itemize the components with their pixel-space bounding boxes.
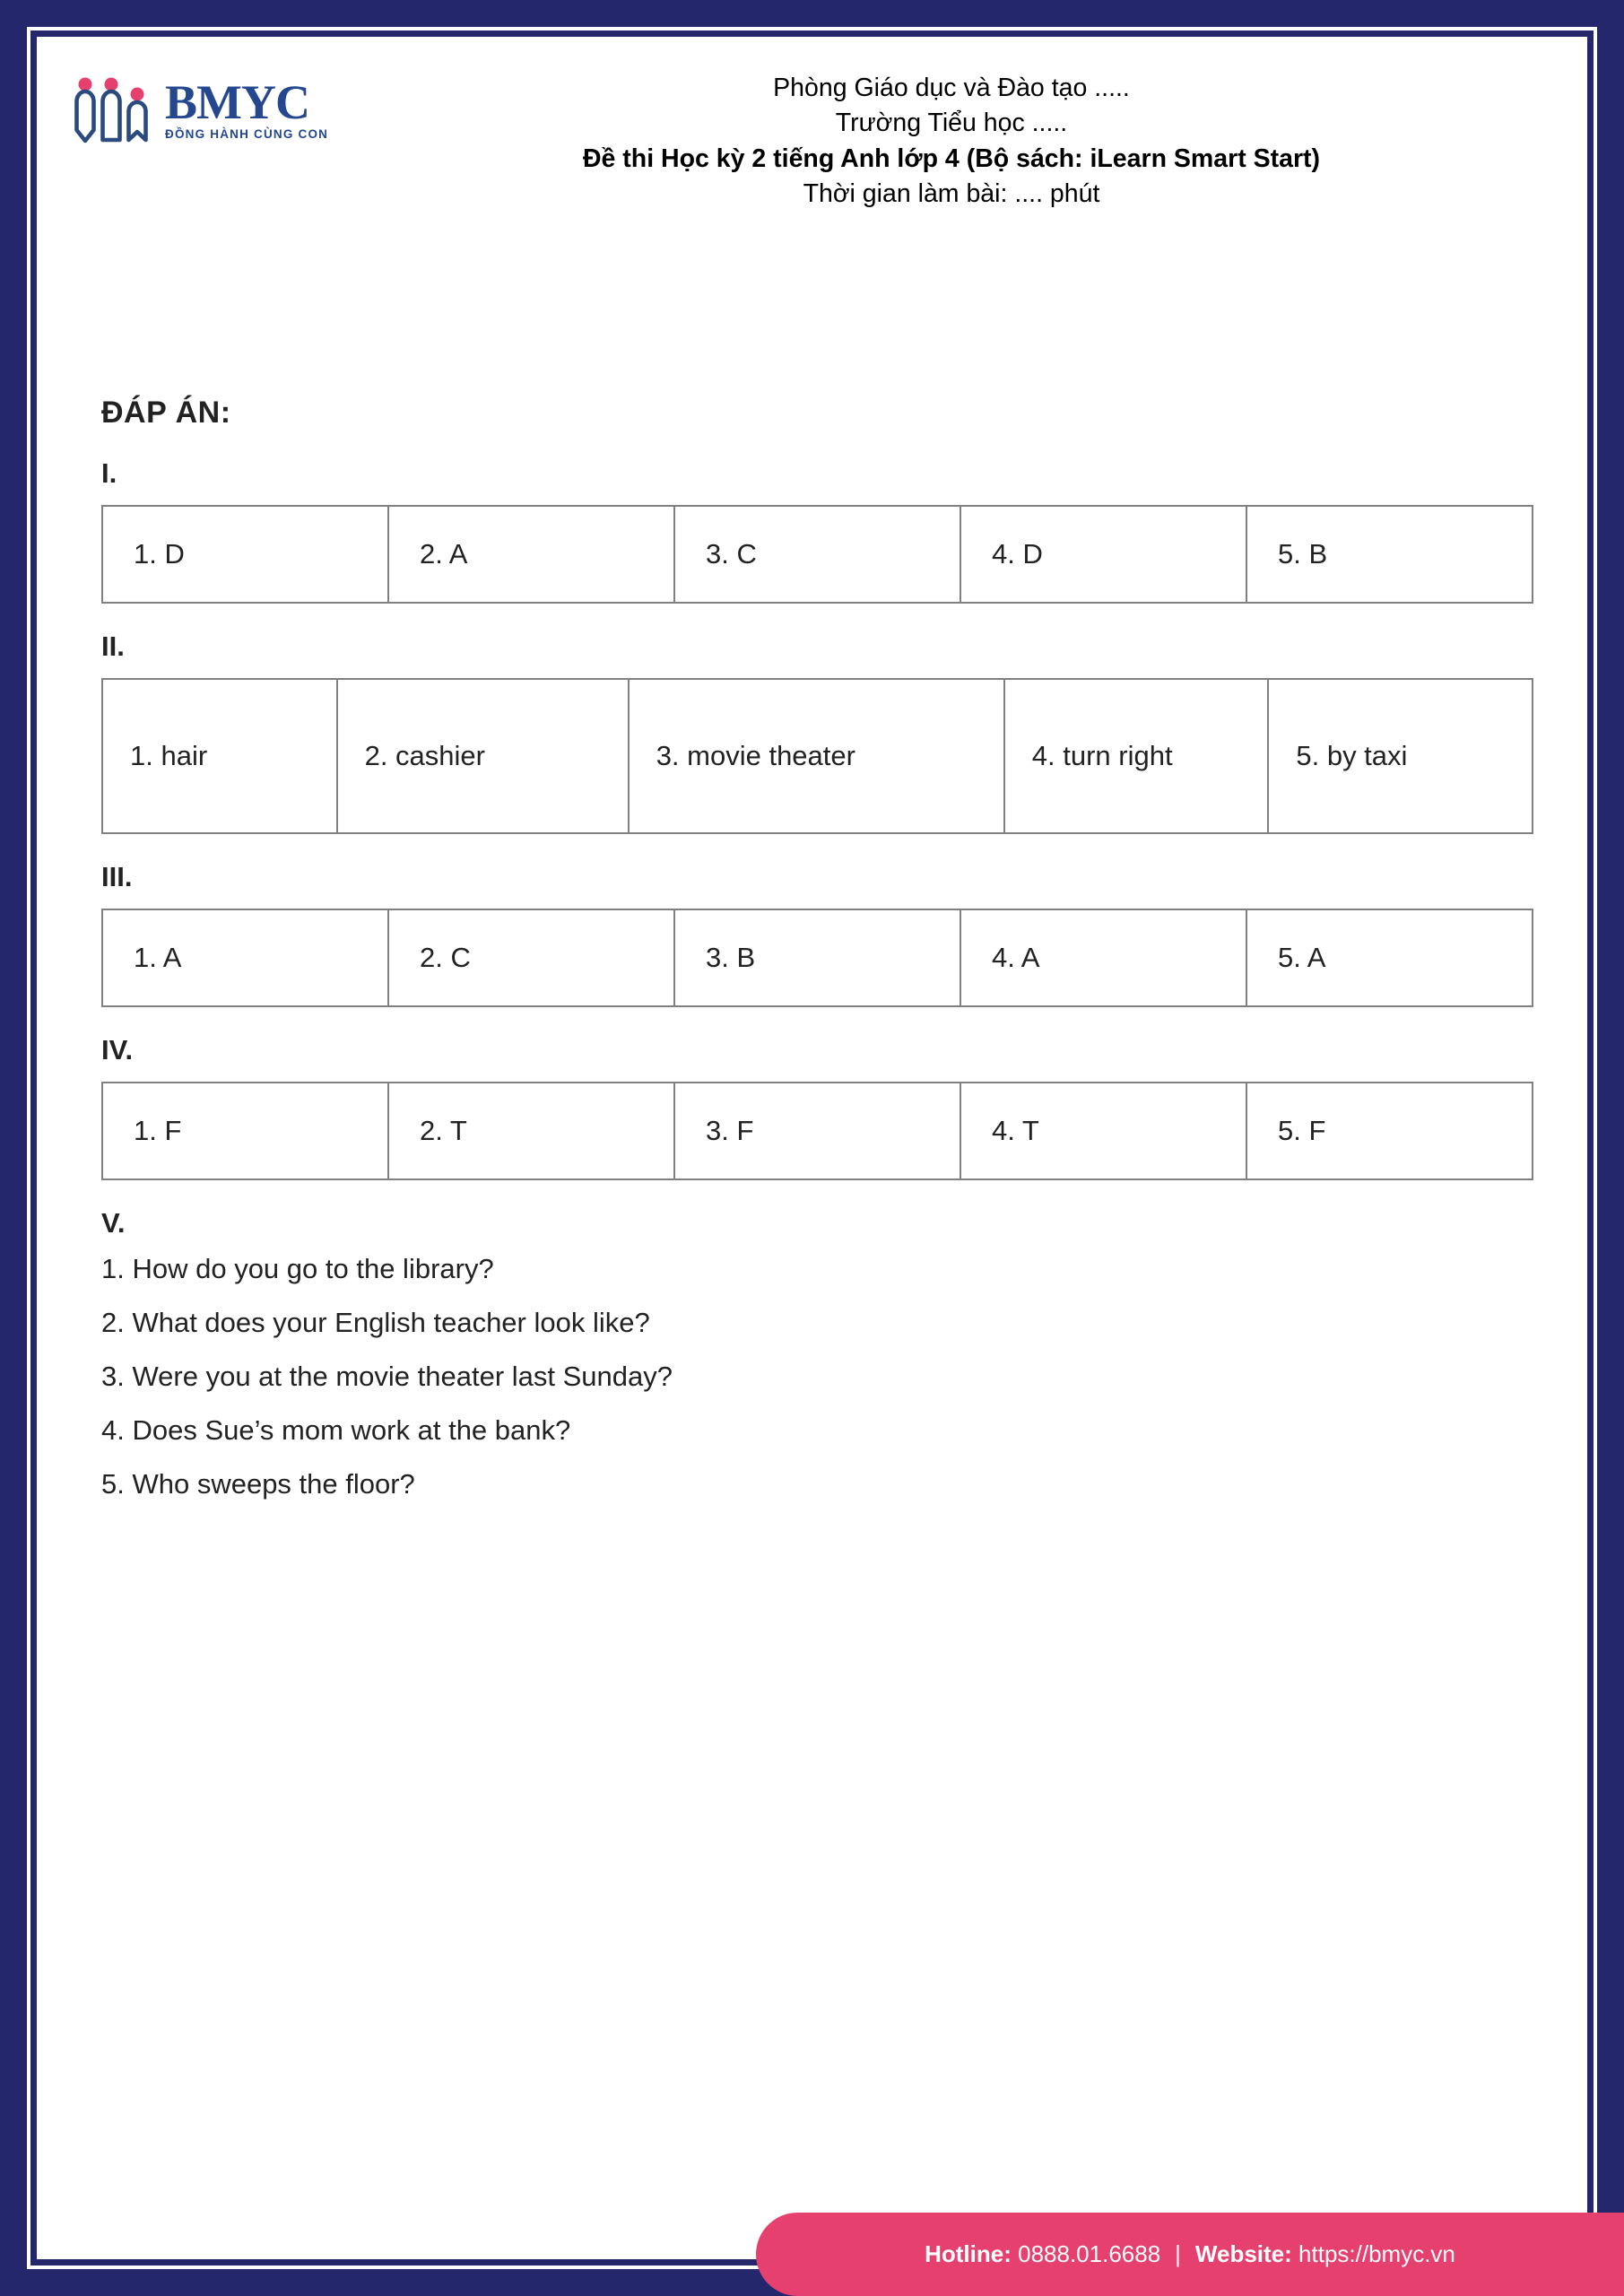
list-item: 2. What does your English teacher look like? xyxy=(101,1307,650,1338)
table-row xyxy=(102,909,1533,1006)
answer-cell: 4. turn right xyxy=(1004,679,1269,833)
answer-cell: 5. F xyxy=(1246,1083,1533,1179)
answer-table-iii xyxy=(101,909,1533,1007)
bmyc-logo xyxy=(68,68,382,153)
page-title: ĐÁP ÁN: xyxy=(101,396,231,430)
answer-cell: 1. F xyxy=(102,1083,388,1179)
bmyc-logo-mark-icon xyxy=(68,76,156,146)
answer-cell: 1. D xyxy=(102,506,388,603)
page-content-area xyxy=(37,37,1587,2259)
answer-cell: 2. cashier xyxy=(337,679,629,833)
footer-separator: | xyxy=(1175,2240,1181,2267)
contact-footer-bar xyxy=(756,2213,1624,2296)
list-item: 3. Were you at the movie theater last Sunday? xyxy=(101,1361,673,1392)
answer-cell: 5. by taxi xyxy=(1268,679,1533,833)
header-school-line: Trường Tiểu học ..... xyxy=(835,109,1068,138)
section-label-iii: III. xyxy=(101,861,133,892)
section-v-question-list xyxy=(101,1255,1536,1498)
answer-cell: 4. D xyxy=(960,506,1246,603)
section-label-i: I. xyxy=(101,457,117,489)
answer-cell: 5. B xyxy=(1246,506,1533,603)
header-department-line: Phòng Giáo dục và Đào tạo ..... xyxy=(773,74,1130,102)
answer-cell: 5. A xyxy=(1246,909,1533,1006)
answer-cell: 2. T xyxy=(388,1083,674,1179)
answer-cell: 2. C xyxy=(388,909,674,1006)
header-duration-line: Thời gian làm bài: .... phút xyxy=(803,178,1100,208)
list-item: 1. How do you go to the library? xyxy=(101,1253,494,1284)
answer-cell: 3. movie theater xyxy=(629,679,1004,833)
section-label-v: V. xyxy=(101,1207,126,1239)
website-value[interactable]: https://bmyc.vn xyxy=(1298,2240,1455,2267)
section-label-ii: II. xyxy=(101,631,125,662)
list-item: 5. Who sweeps the floor? xyxy=(101,1468,415,1500)
website-label: Website: xyxy=(1194,2240,1292,2267)
answer-cell: 3. B xyxy=(674,909,960,1006)
section-label-iv: IV. xyxy=(101,1034,134,1065)
answer-cell: 3. F xyxy=(674,1083,960,1179)
logo-tagline: ĐỒNG HÀNH CÙNG CON xyxy=(165,126,329,141)
hotline-label: Hotline: xyxy=(925,2240,1012,2267)
answer-table-iv xyxy=(101,1082,1533,1180)
table-row xyxy=(102,1083,1533,1179)
list-item: 4. Does Sue’s mom work at the bank? xyxy=(101,1414,571,1446)
logo-wordmark: BMYC xyxy=(165,75,309,130)
answer-cell: 1. hair xyxy=(102,679,337,833)
answer-table-ii xyxy=(101,678,1533,834)
hotline-value: 0888.01.6688 xyxy=(1018,2240,1161,2267)
answer-cell: 4. A xyxy=(960,909,1246,1006)
answer-cell: 2. A xyxy=(388,506,674,603)
answer-key-body xyxy=(101,396,1536,1524)
answer-cell: 3. C xyxy=(674,506,960,603)
header-exam-title: Đề thi Học kỳ 2 tiếng Anh lớp 4 (Bộ sách: iLearn Smart Start) xyxy=(582,144,1321,173)
bmyc-logo-text xyxy=(165,75,329,141)
document-header xyxy=(360,71,1543,212)
answer-cell: 4. T xyxy=(960,1083,1246,1179)
answer-cell: 1. A xyxy=(102,909,388,1006)
table-row xyxy=(102,506,1533,603)
table-row xyxy=(102,679,1533,833)
answer-table-i xyxy=(101,505,1533,604)
